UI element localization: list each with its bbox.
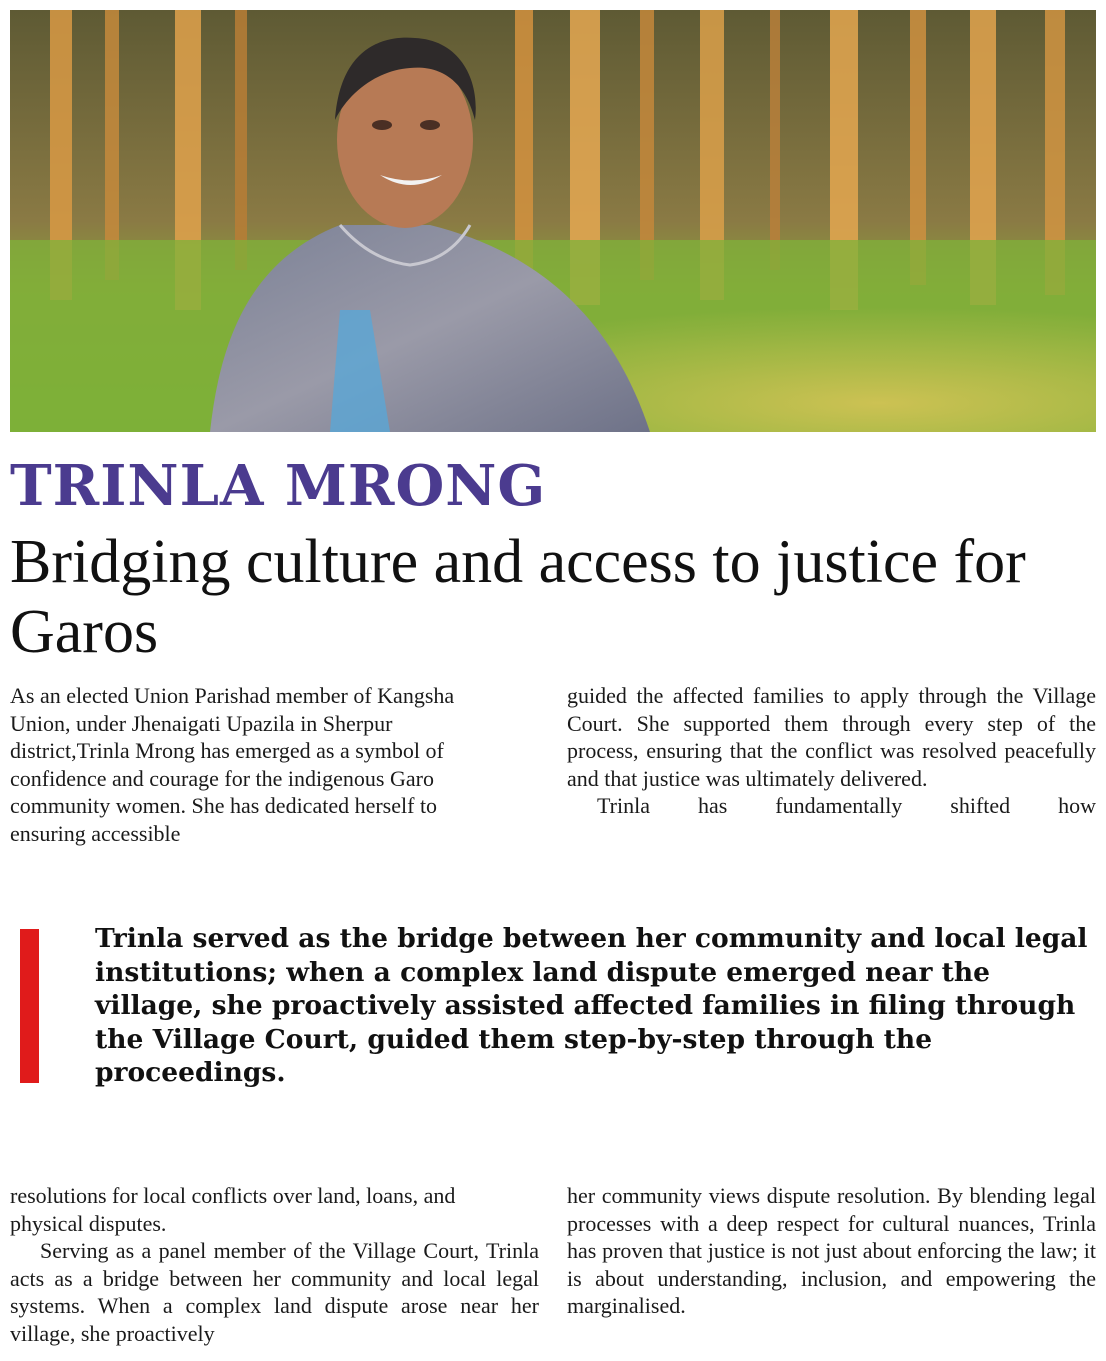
body-paragraph: Trinla has fundamentally shifted how [597,793,1096,818]
hero-photo [10,10,1096,432]
subject-name: TRINLA MRONG [10,453,547,519]
bottom-right-column [567,1182,1096,1320]
top-left-column [10,682,498,847]
body-paragraph: As an elected Union Parishad member of Kangsha Union, under Jhenaigati Upazila in Sherpur district,Trinla Mrong has emerged as a symbol of confidence and courage for the indigenous Garo community women. She has dedicated herself to ensuring accessible [10,683,455,846]
bottom-left-column [10,1182,539,1347]
body-paragraph: Serving as a panel member of the Village Court, Trinla acts as a bridge between her community and local legal systems. When a complex land dispute arose near her village, she proactively [10,1238,539,1346]
pull-quote [10,923,1096,1088]
body-paragraph: guided the affected families to apply through the Village Court. She supported them through every step of the process, ensuring that the conflict was resolved peacefully and that justice was ultimately delivered. [567,683,1096,791]
body-paragraph: resolutions for local conflicts over land, loans, and physical disputes. [10,1183,456,1236]
pull-quote-text: Trinla served as the bridge between her community and local legal institutions; when a complex land dispute emerged near the village, she proactively assisted affected families in filing through the Village Court, guided them step-by-step through the proceedings. [95,923,1088,1088]
body-paragraph: her community views dispute resolution. By blending legal processes with a deep respect for cultural nuances, Trinla has proven that justice is not just about enforcing the law; it is about understanding, inclusion, and empowering the marginalised. [567,1183,1096,1318]
top-right-column [567,682,1096,820]
headline: Bridging culture and access to justice for Garos [10,528,1026,666]
accent-bar [20,929,39,1083]
portrait-image [10,10,1096,432]
